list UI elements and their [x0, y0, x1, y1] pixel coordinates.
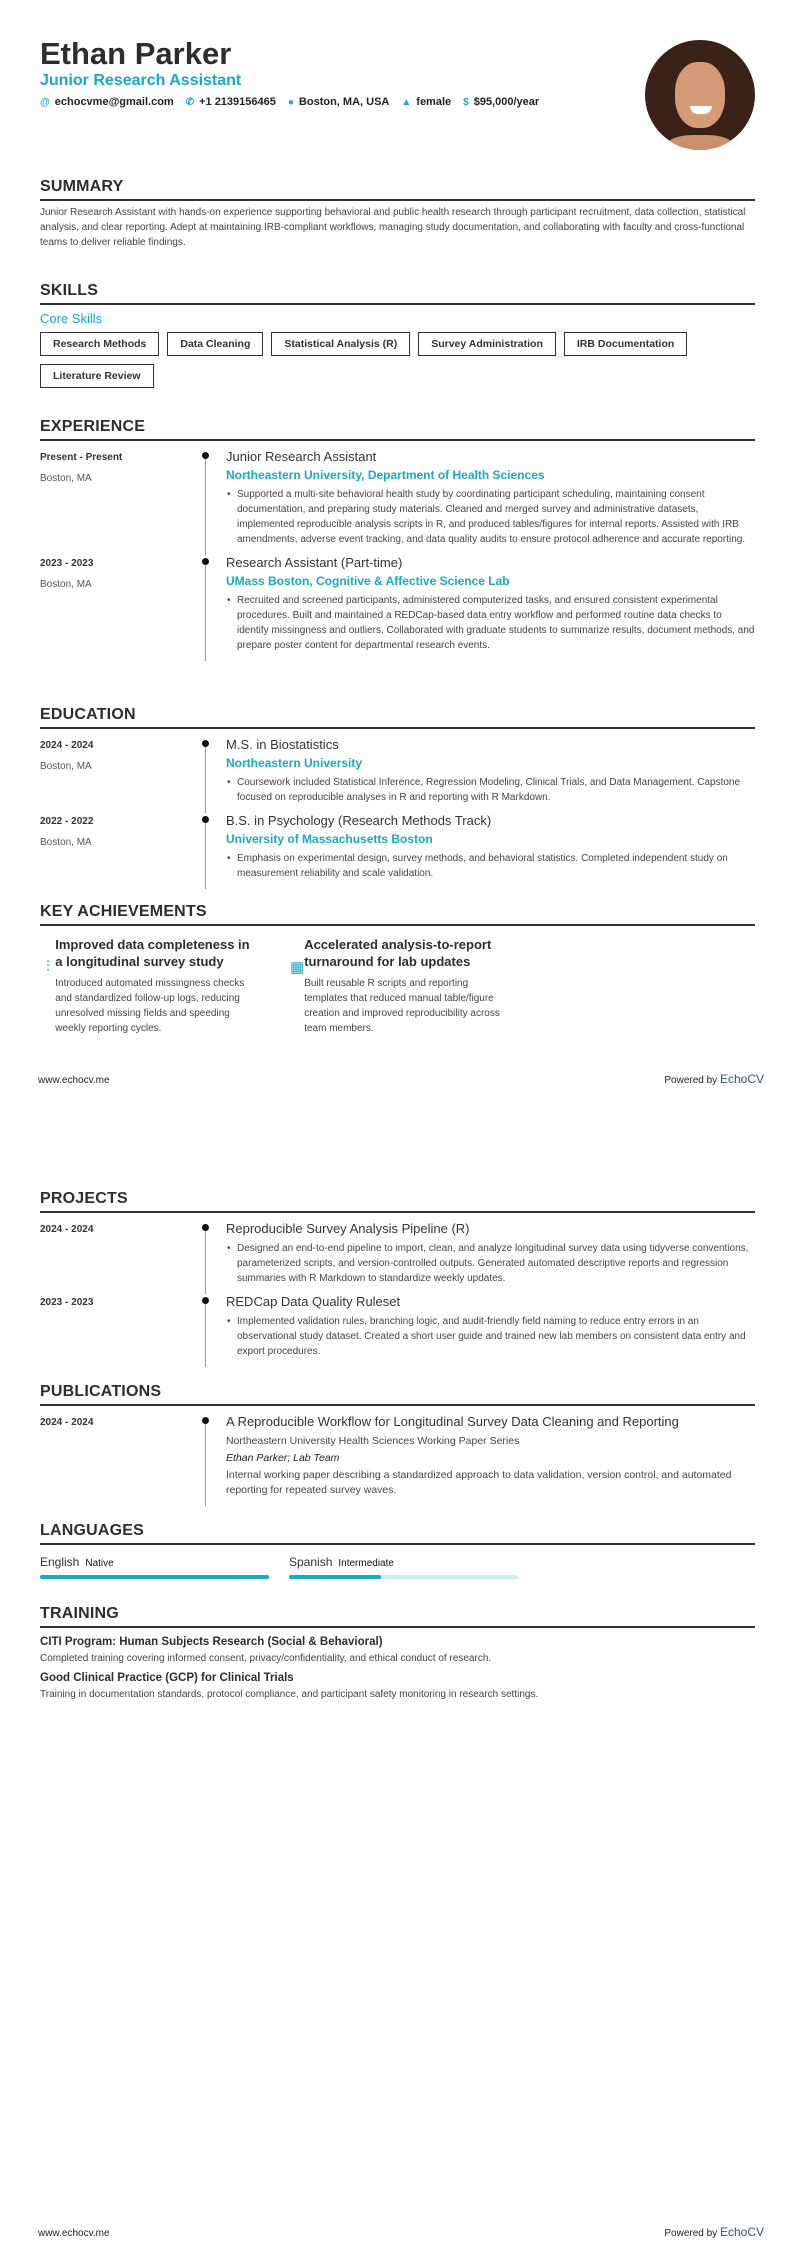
skill-group-label: Core Skills — [40, 311, 103, 326]
footer-site-link[interactable]: www.echocv.me — [38, 2228, 110, 2239]
section-heading: TRAINING — [40, 1605, 755, 1628]
achievement-title: Improved data completeness in a longitudinal survey study — [55, 937, 250, 969]
training-description: Completed training covering informed consent, privacy/confidentiality, and ethical conduct of research. — [40, 1653, 492, 1664]
timeline-line — [205, 1298, 206, 1367]
entry-bullet: • Supported a multi-site behavioral health study by coordinating participant scheduling, maintaining consent documentation, and preparing study materials. Cleaned and merged survey and administrative datasets, implemented reproducible analysis scripts in R, and produced tables/figures for internal reports. Assisted with IRB amendments, adverse event tracking, and data quality audits to ensure protocol adherence and accurate reporting. — [237, 487, 755, 547]
training-title: CITI Program: Human Subjects Research (Social & Behavioral) — [40, 1636, 383, 1648]
skill-tag: Literature Review — [40, 364, 154, 388]
entry-org: Northeastern University, Department of Health Sciences — [226, 468, 545, 482]
at-icon: @ — [40, 97, 50, 108]
language-level: Intermediate — [338, 1558, 394, 1569]
proficiency-bar — [289, 1575, 518, 1579]
language-item — [40, 1553, 269, 1579]
profile-photo — [645, 40, 755, 150]
entry-school: University of Massachusetts Boston — [226, 832, 433, 846]
entry-date: 2023 - 2023 — [40, 558, 94, 569]
location-icon: ● — [287, 97, 294, 108]
publication-authors: Ethan Parker; Lab Team — [226, 1452, 340, 1464]
section-heading: KEY ACHIEVEMENTS — [40, 903, 755, 926]
echocv-logo: EchoCV — [719, 1072, 764, 1086]
language-name: Spanish — [289, 1555, 333, 1569]
publication-publisher: Northeastern University Health Sciences Working Paper Series — [226, 1435, 520, 1447]
entry-location: Boston, MA — [40, 761, 92, 772]
language-name: English — [40, 1555, 80, 1569]
building-icon: ▦ — [290, 959, 305, 976]
footer-site-link[interactable]: www.echocv.me — [38, 1075, 110, 1086]
entry-role: Junior Research Assistant — [226, 449, 377, 464]
training-title: Good Clinical Practice (GCP) for Clinical Trials — [40, 1672, 294, 1684]
footer-powered-by[interactable]: Powered by EchoCV — [664, 1072, 764, 1086]
language-item — [289, 1553, 518, 1579]
entry-org: UMass Boston, Cognitive & Affective Science Lab — [226, 574, 510, 588]
timeline-dot — [202, 558, 209, 565]
education-entry — [40, 737, 755, 813]
entry-school: Northeastern University — [226, 756, 363, 770]
entry-bullet: • Recruited and screened participants, administered computerized tasks, and ensured consistent experimental procedures. Built and maintained a REDCap-based data entry workflow and performed routine data checks to identify missingness and outliers. Collaborated with graduate students to summarize results, document methods, and prepare poster content for departmental research events. — [237, 593, 755, 653]
skill-tag: Data Cleaning — [167, 332, 263, 356]
section-heading: SUMMARY — [40, 178, 755, 201]
job-title: Junior Research Assistant — [40, 72, 242, 89]
achievements-section — [40, 903, 755, 1036]
publications-section — [40, 1383, 755, 1506]
entry-bullet: • Coursework included Statistical Inference, Regression Modeling, Clinical Trials, and Data Management. Capstone focused on reproducible analyses in R and reporting with R Markdown. — [237, 775, 755, 805]
education-section — [40, 706, 755, 889]
dollar-icon: $ — [463, 97, 469, 108]
timeline-line — [205, 1418, 206, 1506]
section-heading: PROJECTS — [40, 1190, 755, 1213]
section-heading: LANGUAGES — [40, 1522, 755, 1545]
education-entry — [40, 813, 755, 889]
achievement-text: Introduced automated missingness checks and standardized follow-up logs, reducing unresolved missing fields and speeding weekly reporting cycles. — [55, 978, 245, 1034]
sliders-icon: ⫶ — [46, 958, 50, 975]
entry-date: 2024 - 2024 — [40, 1417, 94, 1428]
timeline-line — [205, 741, 206, 813]
contact-list — [40, 96, 539, 108]
entry-date: Present - Present — [40, 452, 123, 463]
section-heading: PUBLICATIONS — [40, 1383, 755, 1406]
person-icon: ▲ — [401, 97, 412, 108]
entry-location: Boston, MA — [40, 837, 92, 848]
entry-degree: M.S. in Biostatistics — [226, 737, 339, 752]
experience-entry — [40, 449, 755, 555]
contact-gender: ▲ female — [401, 96, 452, 108]
skills-section — [40, 282, 755, 388]
proficiency-bar — [40, 1575, 269, 1579]
publication-description: Internal working paper describing a standardized approach to data validation, version control, and automated reporting for repeated survey waves. — [226, 1469, 732, 1496]
achievement-item — [40, 936, 260, 1036]
footer-powered-by[interactable]: Powered by EchoCV — [664, 2225, 764, 2239]
timeline-line — [205, 453, 206, 555]
language-level: Native — [85, 1558, 114, 1569]
entry-date: 2023 - 2023 — [40, 1297, 94, 1308]
entry-date: 2024 - 2024 — [40, 740, 94, 751]
timeline-dot — [202, 816, 209, 823]
candidate-name: Ethan Parker — [40, 36, 232, 71]
entry-date: 2024 - 2024 — [40, 1224, 94, 1235]
project-title: REDCap Data Quality Ruleset — [226, 1294, 401, 1309]
achievement-text: Built reusable R scripts and reporting templates that reduced manual table/figure creation and improved reproducibility across team members. — [304, 978, 500, 1034]
timeline-dot — [202, 1224, 209, 1231]
skill-tag: Survey Administration — [418, 332, 556, 356]
entry-location: Boston, MA — [40, 579, 92, 590]
skill-tag: IRB Documentation — [564, 332, 687, 356]
section-heading: EDUCATION — [40, 706, 755, 729]
project-entry — [40, 1221, 755, 1294]
timeline-dot — [202, 452, 209, 459]
entry-bullet: • Designed an end-to-end pipeline to import, clean, and analyze longitudinal survey data using tidyverse conventions, parameterized scripts, and version-controlled outputs. Generated automated descriptive reports and regression summaries with R Markdown to standardize weekly updates. — [237, 1241, 755, 1286]
skill-tag: Statistical Analysis (R) — [271, 332, 410, 356]
timeline-line — [205, 1225, 206, 1294]
contact-salary: $ $95,000/year — [463, 96, 540, 108]
entry-bullet: • Implemented validation rules, branching logic, and audit-friendly field naming to reduce entry errors in an observational study dataset. Created a short user guide and trained new lab members on consistent data entry and export procedures. — [237, 1314, 755, 1359]
timeline-dot — [202, 1417, 209, 1424]
entry-location: Boston, MA — [40, 473, 92, 484]
entry-date: 2022 - 2022 — [40, 816, 94, 827]
projects-section — [40, 1190, 755, 1367]
experience-entry — [40, 555, 755, 661]
summary-text: Junior Research Assistant with hands-on experience supporting behavioral and public health research through participant recruitment, data collection, statistical analysis, and clear reporting. Adept at maintaining IRB-compliant workflows, managing study documentation, and collaborating with faculty and cross-functional teams to deliver reliable findings. — [40, 207, 746, 248]
contact-phone[interactable]: ✆ +1 2139156465 — [185, 96, 276, 108]
echocv-logo: EchoCV — [719, 2225, 764, 2239]
timeline-line — [205, 559, 206, 661]
project-title: Reproducible Survey Analysis Pipeline (R) — [226, 1221, 470, 1236]
publication-entry — [40, 1414, 755, 1506]
entry-degree: B.S. in Psychology (Research Methods Track) — [226, 813, 492, 828]
experience-section — [40, 418, 755, 661]
timeline-dot — [202, 1297, 209, 1304]
project-entry — [40, 1294, 755, 1367]
section-heading: EXPERIENCE — [40, 418, 755, 441]
summary-section — [40, 178, 755, 250]
training-description: Training in documentation standards, protocol compliance, and participant safety monitoring in research settings. — [40, 1689, 539, 1700]
entry-role: Research Assistant (Part-time) — [226, 555, 403, 570]
publication-title: A Reproducible Workflow for Longitudinal Survey Data Cleaning and Reporting — [226, 1414, 679, 1429]
timeline-dot — [202, 740, 209, 747]
languages-section — [40, 1522, 755, 1579]
timeline-line — [205, 817, 206, 889]
skill-tag: Research Methods — [40, 332, 159, 356]
training-section — [40, 1605, 755, 1700]
entry-bullet: • Emphasis on experimental design, survey methods, and behavioral statistics. Completed independent study on measurement reliability and scale validation. — [237, 851, 755, 881]
contact-email[interactable]: @ echocvme@gmail.com — [40, 96, 174, 108]
achievement-item — [284, 936, 504, 1036]
achievement-title: Accelerated analysis-to-report turnaround for lab updates — [304, 937, 492, 969]
section-heading: SKILLS — [40, 282, 755, 305]
phone-icon: ✆ — [185, 97, 195, 108]
contact-location: ● Boston, MA, USA — [287, 96, 390, 108]
